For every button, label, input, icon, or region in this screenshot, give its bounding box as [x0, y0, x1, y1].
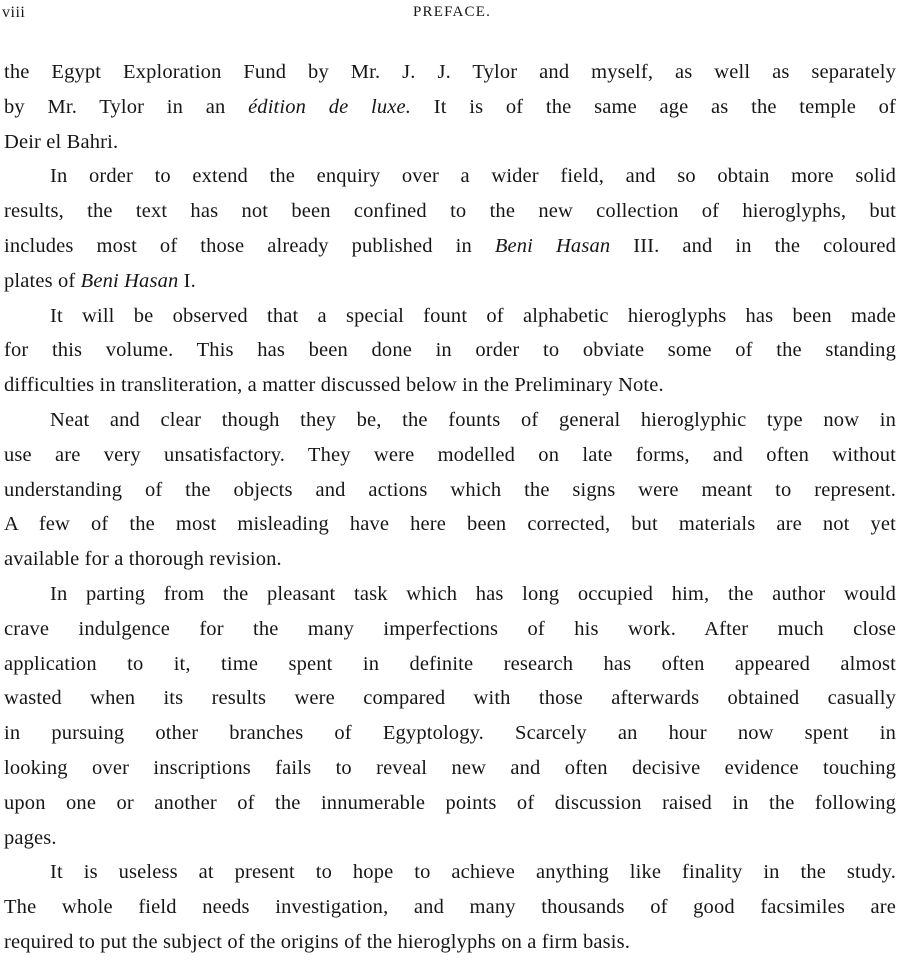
- text-line: includes most of those already published in Beni Hasan III. and in the coloured: [4, 234, 896, 257]
- preface-body: [4, 55, 896, 960]
- paragraph-first-line: In order to extend the enquiry over a wider field, and so obtain more solid: [50, 165, 896, 188]
- paragraph-first-line: In parting from the pleasant task which has long occupied him, the author would: [50, 582, 896, 605]
- paragraph-first-line: It will be observed that a special fount of alphabetic hieroglyphs has been made: [50, 304, 896, 327]
- text-line: upon one or another of the innumerable points of discussion raised in the following: [4, 791, 896, 814]
- text-line: in pursuing other branches of Egyptology. Scarcely an hour now spent in: [4, 722, 896, 745]
- text-line: plates of Beni Hasan I.: [4, 269, 196, 292]
- text-line: looking over inscriptions fails to reveal new and often decisive evidence touching: [4, 756, 896, 779]
- text-line: the Egypt Exploration Fund by Mr. J. J. Tylor and myself, as well as separately: [4, 61, 896, 83]
- italic-text: Beni Hasan: [494, 234, 611, 257]
- paragraph-first-line: It is useless at present to hope to achieve anything like finality in the study.: [50, 861, 896, 884]
- text-line: A few of the most misleading have here been corrected, but materials are not yet: [4, 513, 896, 536]
- paragraph-first-line: Neat and clear though they be, the founts of general hieroglyphic type now in: [50, 408, 896, 431]
- text-line: required to put the subject of the origins of the hieroglyphs on a firm basis.: [4, 930, 630, 953]
- text-line: results, the text has not been confined to the new collection of hieroglyphs, but: [4, 200, 896, 223]
- text-line: wasted when its results were compared with those afterwards obtained casually: [4, 687, 896, 710]
- text-line: Deir el Bahri.: [4, 130, 119, 153]
- italic-text: Beni Hasan: [80, 269, 179, 292]
- text-line: pages.: [4, 826, 57, 849]
- text-line: application to it, time spent in definite research has often appeared almost: [4, 652, 896, 675]
- text-line: crave indulgence for the many imperfections of his work. After much close: [4, 617, 896, 640]
- text-line: difficulties in transliteration, a matter discussed below in the Preliminary Note.: [4, 374, 664, 397]
- text-line: The whole field needs investigation, and many thousands of good facsimiles are: [4, 896, 896, 919]
- text-line: by Mr. Tylor in an édition de luxe. It is of the same age as the temple of: [4, 95, 897, 118]
- text-line: use are very unsatisfactory. They were modelled on late forms, and often without: [4, 443, 896, 466]
- text-line: understanding of the objects and actions which the signs were meant to represent.: [4, 478, 896, 501]
- page-header: [2, 4, 902, 26]
- page-number: viii: [2, 4, 26, 21]
- text-line: available for a thorough revision.: [4, 548, 282, 571]
- running-title: PREFACE.: [412, 4, 492, 20]
- text-line: for this volume. This has been done in order to obviate some of the standing: [4, 339, 896, 362]
- italic-text: édition de luxe.: [248, 95, 412, 118]
